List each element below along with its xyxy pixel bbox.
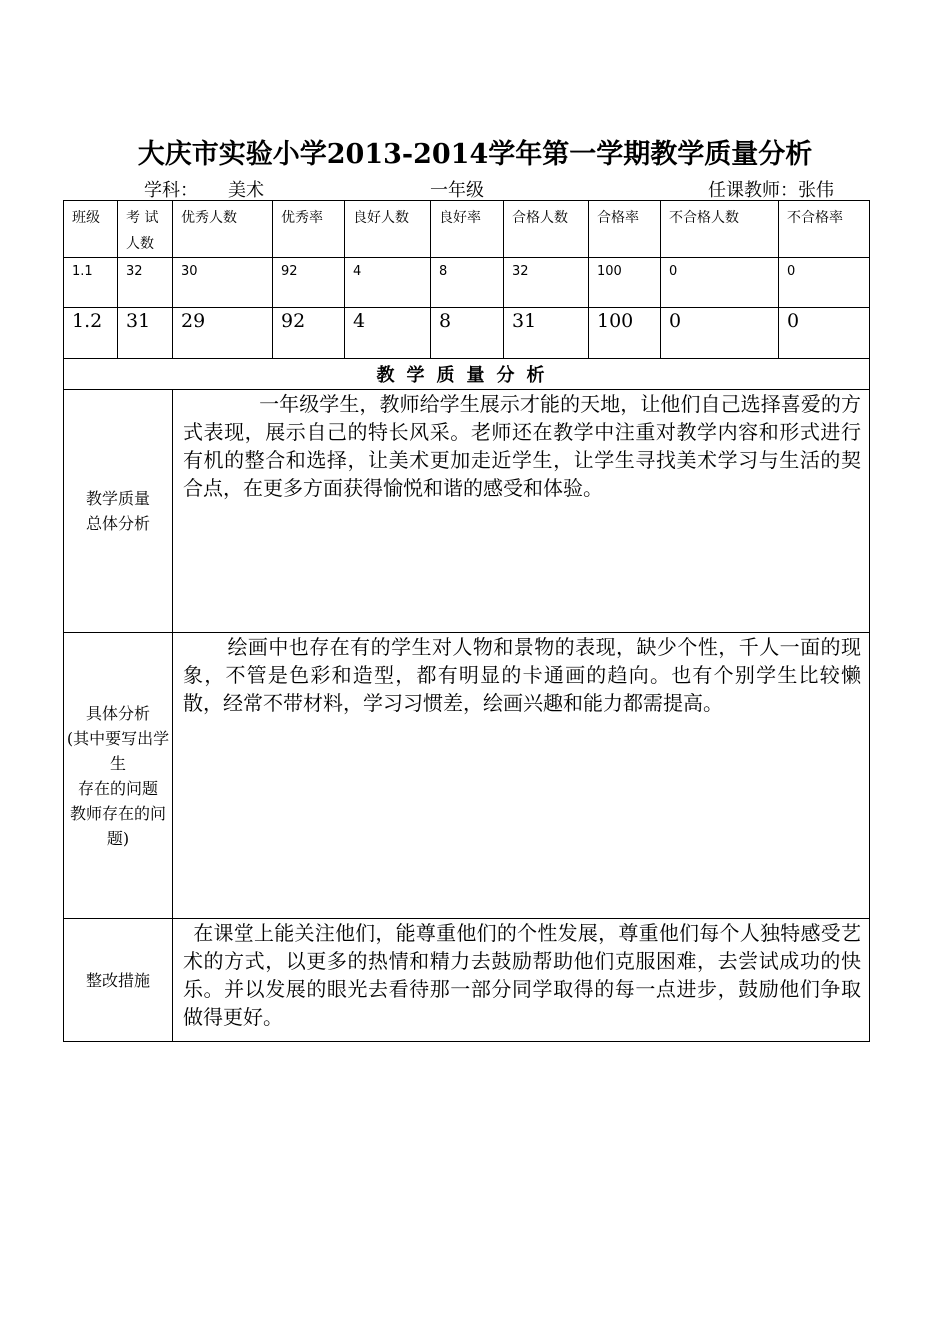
table-cell: 92 bbox=[273, 258, 345, 308]
table-cell: 32 bbox=[118, 258, 173, 308]
section-title: 教学质量分析 bbox=[64, 359, 870, 390]
analysis-paragraph: 绘画中也存在有的学生对人物和景物的表现，缺少个性，千人一面的现象，不管是色彩和造型，都有明显的卡通画的趋向。也有个别学生比较懒散，经常不带材料，学习习惯差，绘画兴趣和能力都需提高。 bbox=[183, 635, 861, 715]
table-cell: 8 bbox=[431, 258, 504, 308]
table-cell: 100 bbox=[589, 258, 661, 308]
analysis-row-specific bbox=[64, 633, 870, 919]
analysis-text bbox=[173, 390, 870, 633]
table-cell: 8 bbox=[431, 308, 504, 359]
label-line: 整改措施 bbox=[85, 970, 150, 990]
analysis-label bbox=[64, 919, 173, 1042]
header-cell: 合格率 bbox=[589, 201, 661, 258]
label-line: 存在的问题 bbox=[77, 778, 158, 798]
header-cell: 不合格率 bbox=[779, 201, 870, 258]
label-line: 教师存在的问题) bbox=[69, 803, 166, 848]
label-line: (其中要写出学生 bbox=[66, 728, 170, 773]
teacher-label: 任课教师：张伟 bbox=[708, 180, 834, 201]
document-title: 大庆市实验小学2013-2014学年第一学期教学质量分析 bbox=[137, 139, 813, 170]
table-cell: 31 bbox=[504, 308, 589, 359]
table-row bbox=[64, 308, 870, 359]
table-cell: 1.1 bbox=[64, 258, 118, 308]
header-cell: 良好率 bbox=[431, 201, 504, 258]
analysis-text bbox=[173, 919, 870, 1042]
header-cell: 考 试 人数 bbox=[118, 201, 173, 258]
analysis-text bbox=[173, 633, 870, 919]
table-cell: 32 bbox=[504, 258, 589, 308]
analysis-label bbox=[64, 633, 173, 919]
subject-value: 美术 bbox=[228, 180, 264, 201]
analysis-paragraph: 一年级学生，教师给学生展示才能的天地，让他们自己选择喜爱的方式表现，展示自己的特长风采。老师还在教学中注重对教学内容和形式进行有机的整合和选择，让美术更加走近学生，让学生寻找美术学习与生活的契合点，在更多方面获得愉悦和谐的感受和体验。 bbox=[183, 392, 861, 500]
table-header-row bbox=[64, 201, 870, 258]
label-line: 总体分析 bbox=[85, 514, 150, 533]
table-cell: 0 bbox=[779, 258, 870, 308]
header-cell: 不合格人数 bbox=[661, 201, 779, 258]
analysis-row-overall bbox=[64, 390, 870, 633]
subject-label: 学科： bbox=[144, 180, 198, 201]
table-cell: 30 bbox=[173, 258, 273, 308]
analysis-label bbox=[64, 390, 173, 633]
table-cell: 4 bbox=[345, 308, 431, 359]
table-cell: 1.2 bbox=[64, 308, 118, 359]
table-cell: 4 bbox=[345, 258, 431, 308]
header-cell: 良好人数 bbox=[345, 201, 431, 258]
table-cell: 0 bbox=[661, 258, 779, 308]
table-cell: 0 bbox=[779, 308, 870, 359]
table-cell: 0 bbox=[661, 308, 779, 359]
table-cell: 92 bbox=[273, 308, 345, 359]
label-line: 具体分析 bbox=[85, 703, 150, 723]
section-title-row bbox=[64, 359, 870, 390]
analysis-paragraph: 在课堂上能关注他们，能尊重他们的个性发展，尊重他们每个人独特感受艺术的方式，以更多的热情和精力去鼓励帮助他们克服困难，去尝试成功的快乐。并以发展的眼光去看待那一部分同学取得的每一点进步，鼓励他们争取做得更好。 bbox=[183, 921, 861, 1029]
grade-label: 一年级 bbox=[430, 180, 484, 201]
table-row bbox=[64, 258, 870, 308]
table-cell: 31 bbox=[118, 308, 173, 359]
header-cell: 优秀人数 bbox=[173, 201, 273, 258]
header-cell: 合格人数 bbox=[504, 201, 589, 258]
table-cell: 29 bbox=[173, 308, 273, 359]
label-line: 教学质量 bbox=[85, 489, 150, 508]
header-cell: 优秀率 bbox=[273, 201, 345, 258]
subject-info bbox=[144, 176, 264, 202]
header-cell: 班级 bbox=[64, 201, 118, 258]
quality-table bbox=[63, 200, 870, 1042]
table-cell: 100 bbox=[589, 308, 661, 359]
analysis-row-measures bbox=[64, 919, 870, 1042]
